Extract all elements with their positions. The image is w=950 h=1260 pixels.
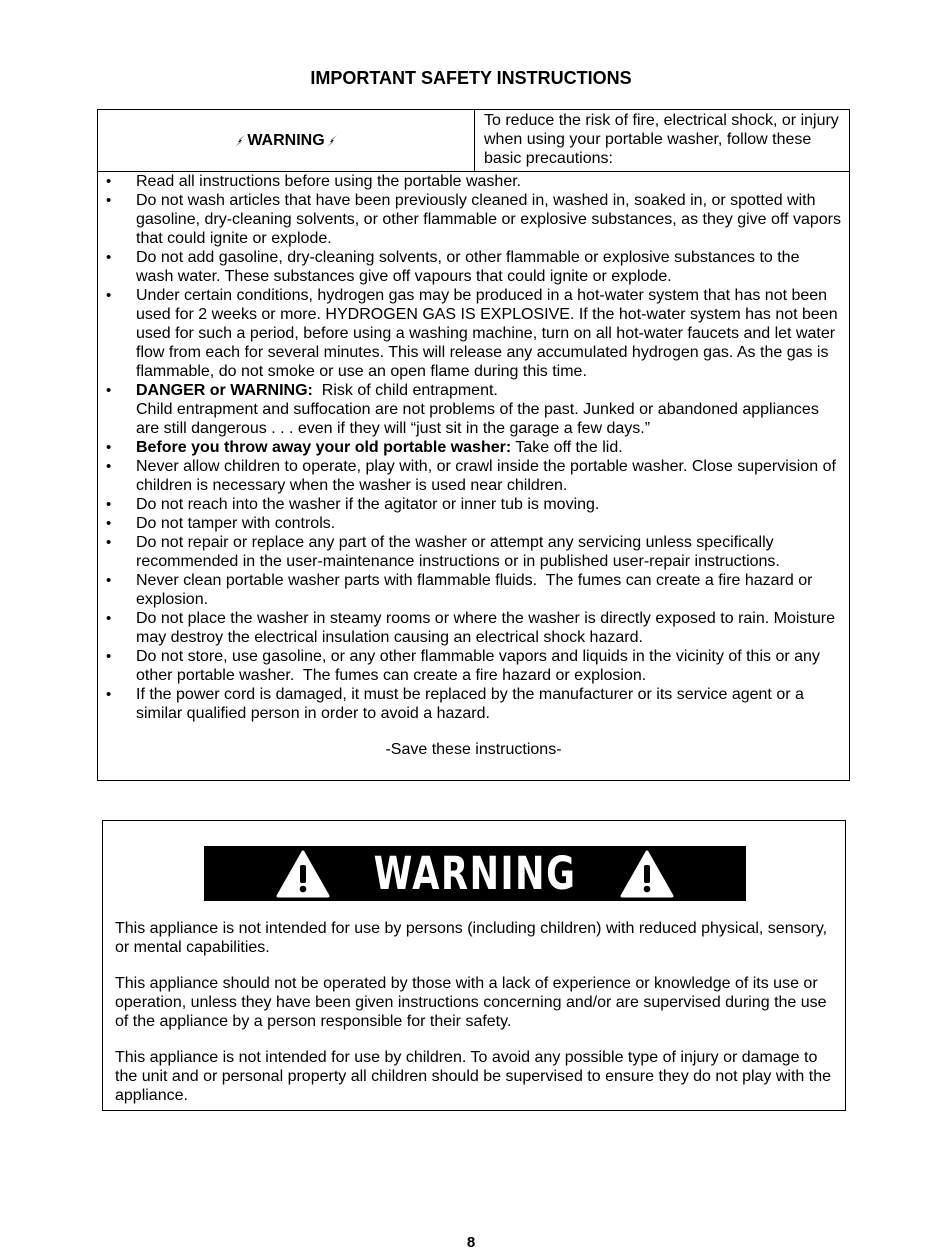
bullet-icon: • [106, 458, 112, 475]
instruction-item [98, 191, 846, 248]
warning-paragraph: This appliance is not intended for use by persons (including children) with reduced physical, sensory, or mental capabilities. [115, 920, 828, 956]
bullet-icon: • [106, 287, 112, 304]
page-number: 8 [466, 1234, 476, 1251]
instruction-extra-text: Child entrapment and suffocation are not problems of the past. Junked or abandoned appliances are still dangerous . . . even if they will “just sit in the garage a few days.” [136, 401, 819, 437]
bullet-icon: • [106, 515, 112, 532]
warning-paragraphs [115, 919, 837, 1122]
instruction-text: Do not place the washer in steamy rooms or where the washer is directly exposed to rain. Moisture may destroy the electrical insulation causing an electrical shock hazard. [136, 610, 840, 646]
instruction-text: Risk of child entrapment. [312, 382, 498, 399]
bullet-icon: • [106, 382, 112, 399]
page-title: IMPORTANT SAFETY INSTRUCTIONS [310, 68, 632, 88]
bullet-icon: • [106, 686, 112, 703]
instruction-item [98, 248, 841, 286]
instruction-item [98, 571, 841, 609]
lightning-bolt-icon [325, 134, 339, 148]
instruction-bold-lead: DANGER or WARNING: [136, 382, 313, 399]
instruction-text: Do not add gasoline, dry-cleaning solvents, or other flammable or explosive substances to the wash water. These substances give off vapours that could ignite or explode. [136, 249, 804, 285]
instruction-item [98, 609, 841, 647]
warning-triangle-icon [619, 849, 675, 899]
warning-box [102, 820, 846, 1111]
instruction-text: Never allow children to operate, play with, or crawl inside the portable washer. Close supervision of children is necessary when the washer is used near children. [136, 458, 841, 494]
instruction-item [98, 286, 841, 381]
table-header-row [98, 110, 849, 172]
instruction-text: Take off the lid. [511, 439, 623, 456]
warning-banner [204, 846, 746, 901]
instruction-text: Under certain conditions, hydrogen gas may be produced in a hot-water system that has not been used for 2 weeks or more. HYDROGEN GAS IS EXPLOSIVE. If the hot-water system has not been used for such a period, before using a washing machine, turn on all hot-water faucets and let water flow from each for several minutes. This will release any accumulated hydrogen gas. As the gas is flammable, do not smoke or use an open flame during this time. [136, 287, 843, 380]
instruction-item [98, 438, 841, 457]
instruction-item [98, 533, 841, 571]
instruction-text: Do not store, use gasoline, or any other flammable vapors and liquids in the vicinity of this or any other portable washer. The fumes can create a fire hazard or explosion. [136, 648, 825, 684]
instruction-text: Never clean portable washer parts with flammable fluids. The fumes can create a fire hazard or explosion. [136, 572, 817, 608]
bullet-icon: • [106, 572, 112, 589]
instruction-text: Do not tamper with controls. [136, 515, 336, 532]
instruction-text: Do not reach into the washer if the agitator or inner tub is moving. [136, 496, 600, 513]
bullet-icon: • [106, 534, 112, 551]
safety-instructions-table [97, 109, 850, 781]
bullet-icon: • [106, 610, 112, 627]
instruction-item [98, 495, 841, 514]
instruction-text: Do not repair or replace any part of the washer or attempt any servicing unless specifically recommended in the user-maintenance instructions or in published user-repair instructions. [136, 534, 780, 570]
instruction-item [98, 685, 841, 723]
lightning-bolt-icon [233, 134, 247, 148]
bullet-icon: • [106, 192, 112, 209]
warning-label: WARNING [247, 131, 325, 149]
instruction-text: Do not wash articles that have been previously cleaned in, washed in, soaked in, or spotted with gasoline, dry-cleaning solvents, or other flammable or explosive substances, as they give off vapors that could ignite or explode. [136, 192, 846, 247]
bullet-icon: • [106, 173, 112, 190]
instruction-item [98, 381, 841, 438]
bullet-icon: • [106, 496, 112, 513]
instruction-bold-lead: Before you throw away your old portable washer: [136, 439, 512, 456]
save-instructions-line: -Save these instructions- [385, 741, 562, 758]
instruction-list [98, 172, 849, 723]
bullet-icon: • [106, 249, 112, 266]
instruction-text: If the power cord is damaged, it must be replaced by the manufacturer or its service agent or a similar qualified person in order to avoid a hazard. [136, 686, 809, 722]
instruction-item [98, 457, 841, 495]
warning-header-cell [98, 110, 475, 171]
warning-paragraph: This appliance is not intended for use by children. To avoid any possible type of injury or damage to the unit and or personal property all children should be supervised to ensure they do not play with the appliance. [115, 1049, 831, 1104]
bullet-icon: • [106, 648, 112, 665]
bullet-icon: • [106, 439, 112, 456]
warning-triangle-icon [275, 849, 331, 899]
precaution-intro: To reduce the risk of fire, electrical shock, or injury when using your portable washer, follow these basic precautions: [484, 112, 839, 167]
instruction-item [98, 172, 841, 191]
instruction-item [98, 647, 841, 685]
instruction-item [98, 514, 841, 533]
warning-banner-text: WARNING [373, 847, 577, 900]
warning-paragraph: This appliance should not be operated by those with a lack of experience or knowledge of its use or operation, unless they have been given instructions concerning and/or are supervised during the use of the appliance by a person responsible for their safety. [115, 975, 827, 1030]
instruction-text: Read all instructions before using the portable washer. [136, 173, 522, 190]
